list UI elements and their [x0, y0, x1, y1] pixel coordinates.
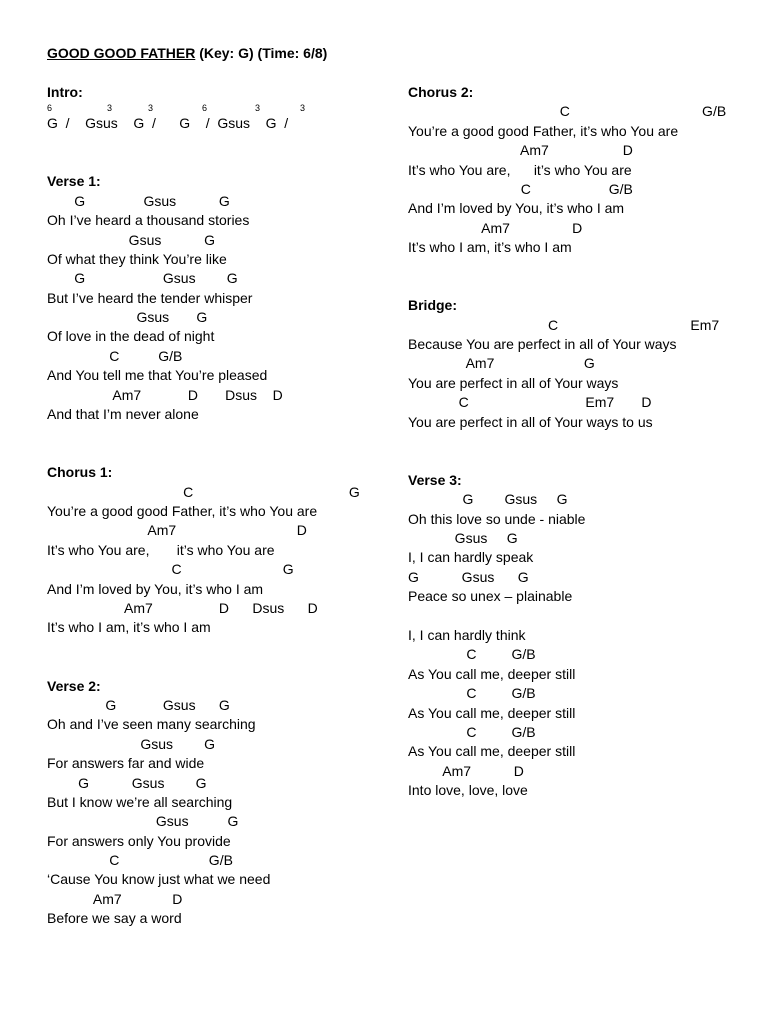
lyric-line: Oh and I’ve seen many searching [47, 716, 256, 733]
lyric-line: You’re a good good Father, it’s who You are [408, 122, 679, 139]
chord-line: Gsus G [47, 231, 216, 248]
lyric-line: And that I’m never alone [47, 406, 199, 423]
chorus1-label: Chorus 1: [47, 464, 113, 481]
spacer [47, 638, 387, 677]
lyric-line: Into love, love, love [408, 782, 528, 799]
intro-label: Intro: [47, 83, 83, 100]
bridge-label: Bridge: [408, 297, 457, 314]
beat-count: 3 [255, 103, 261, 114]
chord-line: C G/B [47, 852, 233, 869]
song-title: GOOD GOOD FATHER [47, 45, 196, 61]
lyric-line: And I’m loved by You, it’s who I am [408, 200, 625, 217]
chord-line: Gsus G [47, 309, 208, 326]
beat-count: 6 [202, 103, 208, 114]
lyric-line: You are perfect in all of Your ways [408, 374, 619, 391]
right-column [408, 83, 748, 800]
lyric-line: Peace so unex – plainable [408, 588, 573, 605]
lyric-line: Of love in the dead of night [47, 328, 215, 345]
spacer [408, 432, 748, 471]
beat-count: 3 [300, 103, 306, 114]
chord-line: C G/B [408, 723, 536, 740]
spacer [408, 607, 748, 626]
lyric-line: As You call me, deeper still [408, 704, 576, 721]
verse2-label: Verse 2: [47, 677, 101, 694]
chord-line: C G/B [408, 646, 536, 663]
chord-line: Gsus G [47, 813, 239, 830]
chord-line: Gsus G [47, 735, 216, 752]
beat-count: 6 [47, 103, 53, 114]
lyric-line: And You tell me that You’re pleased [47, 367, 268, 384]
chord-line: Am7 D Dsus D [47, 599, 318, 616]
song-title-line [47, 44, 387, 63]
lyric-line: Oh this love so unde - niable [408, 510, 586, 527]
left-column [47, 44, 387, 929]
lyric-line: For answers only You provide [47, 832, 231, 849]
chord-line: C G/B [408, 685, 536, 702]
lyric-line: It’s who I am, it’s who I am [47, 619, 211, 636]
chord-line: G Gsus G [47, 192, 230, 209]
lyric-line: But I’ve heard the tender whisper [47, 289, 253, 306]
spacer [47, 424, 387, 463]
lyric-line: But I know we’re all searching [47, 793, 233, 810]
chord-line: C G [47, 561, 294, 578]
lyric-line: I, I can hardly think [408, 626, 526, 643]
chord-line: Am7 D [47, 890, 183, 907]
lyric-line: Because You are perfect in all of Your ways [408, 336, 677, 353]
chord-line: G Gsus G [408, 491, 568, 508]
chord-line: C Em7 D [408, 394, 652, 411]
verse3-label: Verse 3: [408, 471, 462, 488]
chorus2-label: Chorus 2: [408, 84, 474, 100]
lyric-line: Of what they think You’re like [47, 250, 227, 267]
lyric-line: And I’m loved by You, it’s who I am [47, 580, 264, 597]
chord-line: C G/B [408, 103, 727, 120]
lyric-line: I, I can hardly speak [408, 549, 534, 566]
lyric-line: Before we say a word [47, 910, 182, 927]
lyric-line: As You call me, deeper still [408, 743, 576, 760]
chord-line: G Gsus G [408, 568, 529, 585]
lyric-line: It’s who You are, it’s who You are [47, 541, 275, 558]
chord-line: C G [47, 483, 360, 500]
chord-line: G Gsus G [47, 696, 230, 713]
beat-count: 3 [107, 103, 113, 114]
lyric-line: You’re a good good Father, it’s who You are [47, 503, 318, 520]
lyric-line: It’s who I am, it’s who I am [408, 239, 572, 256]
lyric-line: You are perfect in all of Your ways to us [408, 413, 653, 430]
chord-line: G Gsus G [47, 774, 207, 791]
song-meta: (Key: G) (Time: 6/8) [195, 45, 328, 61]
lyric-line: It’s who You are, it’s who You are [408, 161, 632, 178]
chord-line: C G/B [408, 180, 633, 197]
chord-line: Am7 D [408, 142, 633, 159]
chord-line: Am7 G [408, 355, 595, 372]
beat-count: 3 [148, 103, 154, 114]
chord-line: Am7 D [408, 762, 524, 779]
verse1-label: Verse 1: [47, 173, 101, 190]
chord-line: C Em7 [408, 316, 720, 333]
lyric-line: ‘Cause You know just what we need [47, 871, 271, 888]
lyric-line: For answers far and wide [47, 755, 205, 772]
lyric-line: As You call me, deeper still [408, 665, 576, 682]
spacer [47, 134, 387, 173]
lyric-line: Oh I’ve heard a thousand stories [47, 212, 250, 229]
chord-line: G Gsus G [47, 270, 238, 287]
chord-line: C G/B [47, 347, 183, 364]
intro-chords: G / Gsus G / G / Gsus G / [47, 115, 289, 132]
chord-line: Am7 D Dsus D [47, 386, 283, 403]
chord-line: Am7 D [47, 522, 307, 539]
chord-line: Gsus G [408, 530, 518, 547]
chord-line: Am7 D [408, 219, 583, 236]
spacer [408, 258, 748, 297]
intro-beats [47, 102, 387, 114]
spacer [47, 63, 387, 82]
